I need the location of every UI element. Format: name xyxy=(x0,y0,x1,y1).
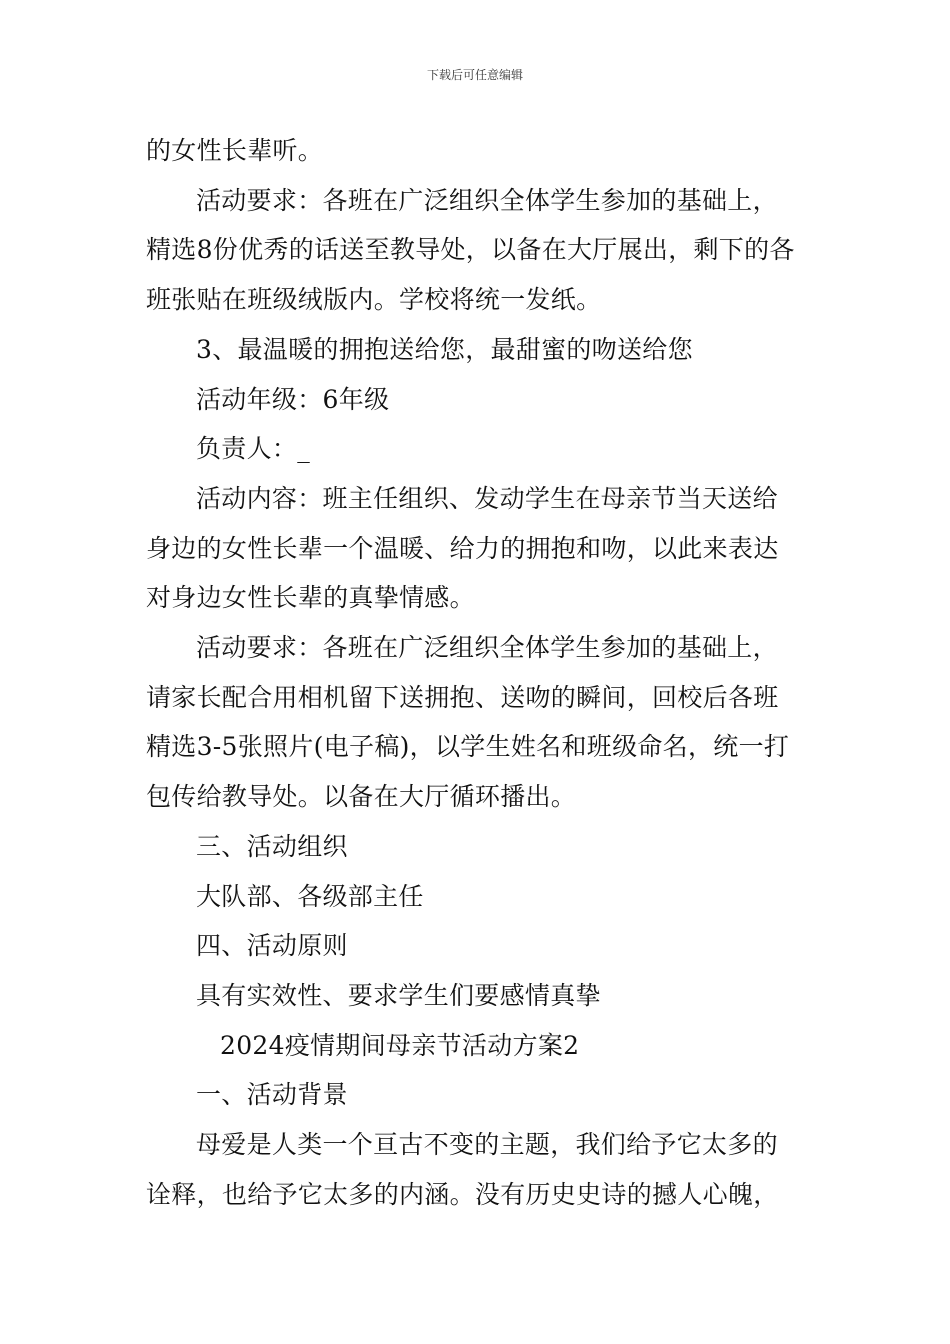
paragraph-line: 请家长配合用相机留下送拥抱、送吻的瞬间，回校后各班 xyxy=(146,682,779,712)
section-heading: 三、活动组织 xyxy=(196,831,348,861)
section-heading: 3、最温暖的拥抱送给您，最甜蜜的吻送给您 xyxy=(196,334,693,364)
paragraph-line: 母爱是人类一个亘古不变的主题，我们给予它太多的 xyxy=(196,1130,778,1160)
paragraph-line: 精选3-5张照片(电子稿)，以学生姓名和班级命名，统一打 xyxy=(146,732,790,762)
paragraph-line: 诠释，也给予它太多的内涵。没有历史史诗的撼人心魄， xyxy=(146,1179,779,1209)
paragraph-line: 活动内容：班主任组织、发动学生在母亲节当天送给 xyxy=(196,483,778,513)
paragraph-line: 包传给教导处。以备在大厅循环播出。 xyxy=(146,782,577,812)
paragraph-line: 的女性长辈听。 xyxy=(146,136,324,165)
document-body xyxy=(146,126,810,1219)
section-heading: 四、活动原则 xyxy=(196,931,348,961)
paragraph-line: 活动年级：6年级 xyxy=(196,384,390,414)
paragraph-line: 精选8份优秀的话送至教导处，以备在大厅展出，剩下的各 xyxy=(146,235,795,265)
paragraph-line: 具有实效性、要求学生们要感情真挚 xyxy=(196,980,601,1010)
paragraph-line: 大队部、各级部主任 xyxy=(196,881,424,911)
paragraph-line: 班张贴在班级绒版内。学校将统一发纸。 xyxy=(146,285,602,315)
paragraph-line: 负责人：_ xyxy=(196,434,311,464)
paragraph-line: 活动要求：各班在广泛组织全体学生参加的基础上， xyxy=(196,633,778,663)
page-header: 下载后可任意编辑 xyxy=(426,68,523,82)
document-title: 2024疫情期间母亲节活动方案2 xyxy=(220,1030,580,1060)
paragraph-line: 身边的女性长辈一个温暖、给力的拥抱和吻，以此来表达 xyxy=(146,533,779,563)
section-heading: 一、活动背景 xyxy=(196,1080,348,1110)
paragraph-line: 活动要求：各班在广泛组织全体学生参加的基础上， xyxy=(196,185,778,215)
paragraph-line: 对身边女性长辈的真挚情感。 xyxy=(146,583,475,613)
